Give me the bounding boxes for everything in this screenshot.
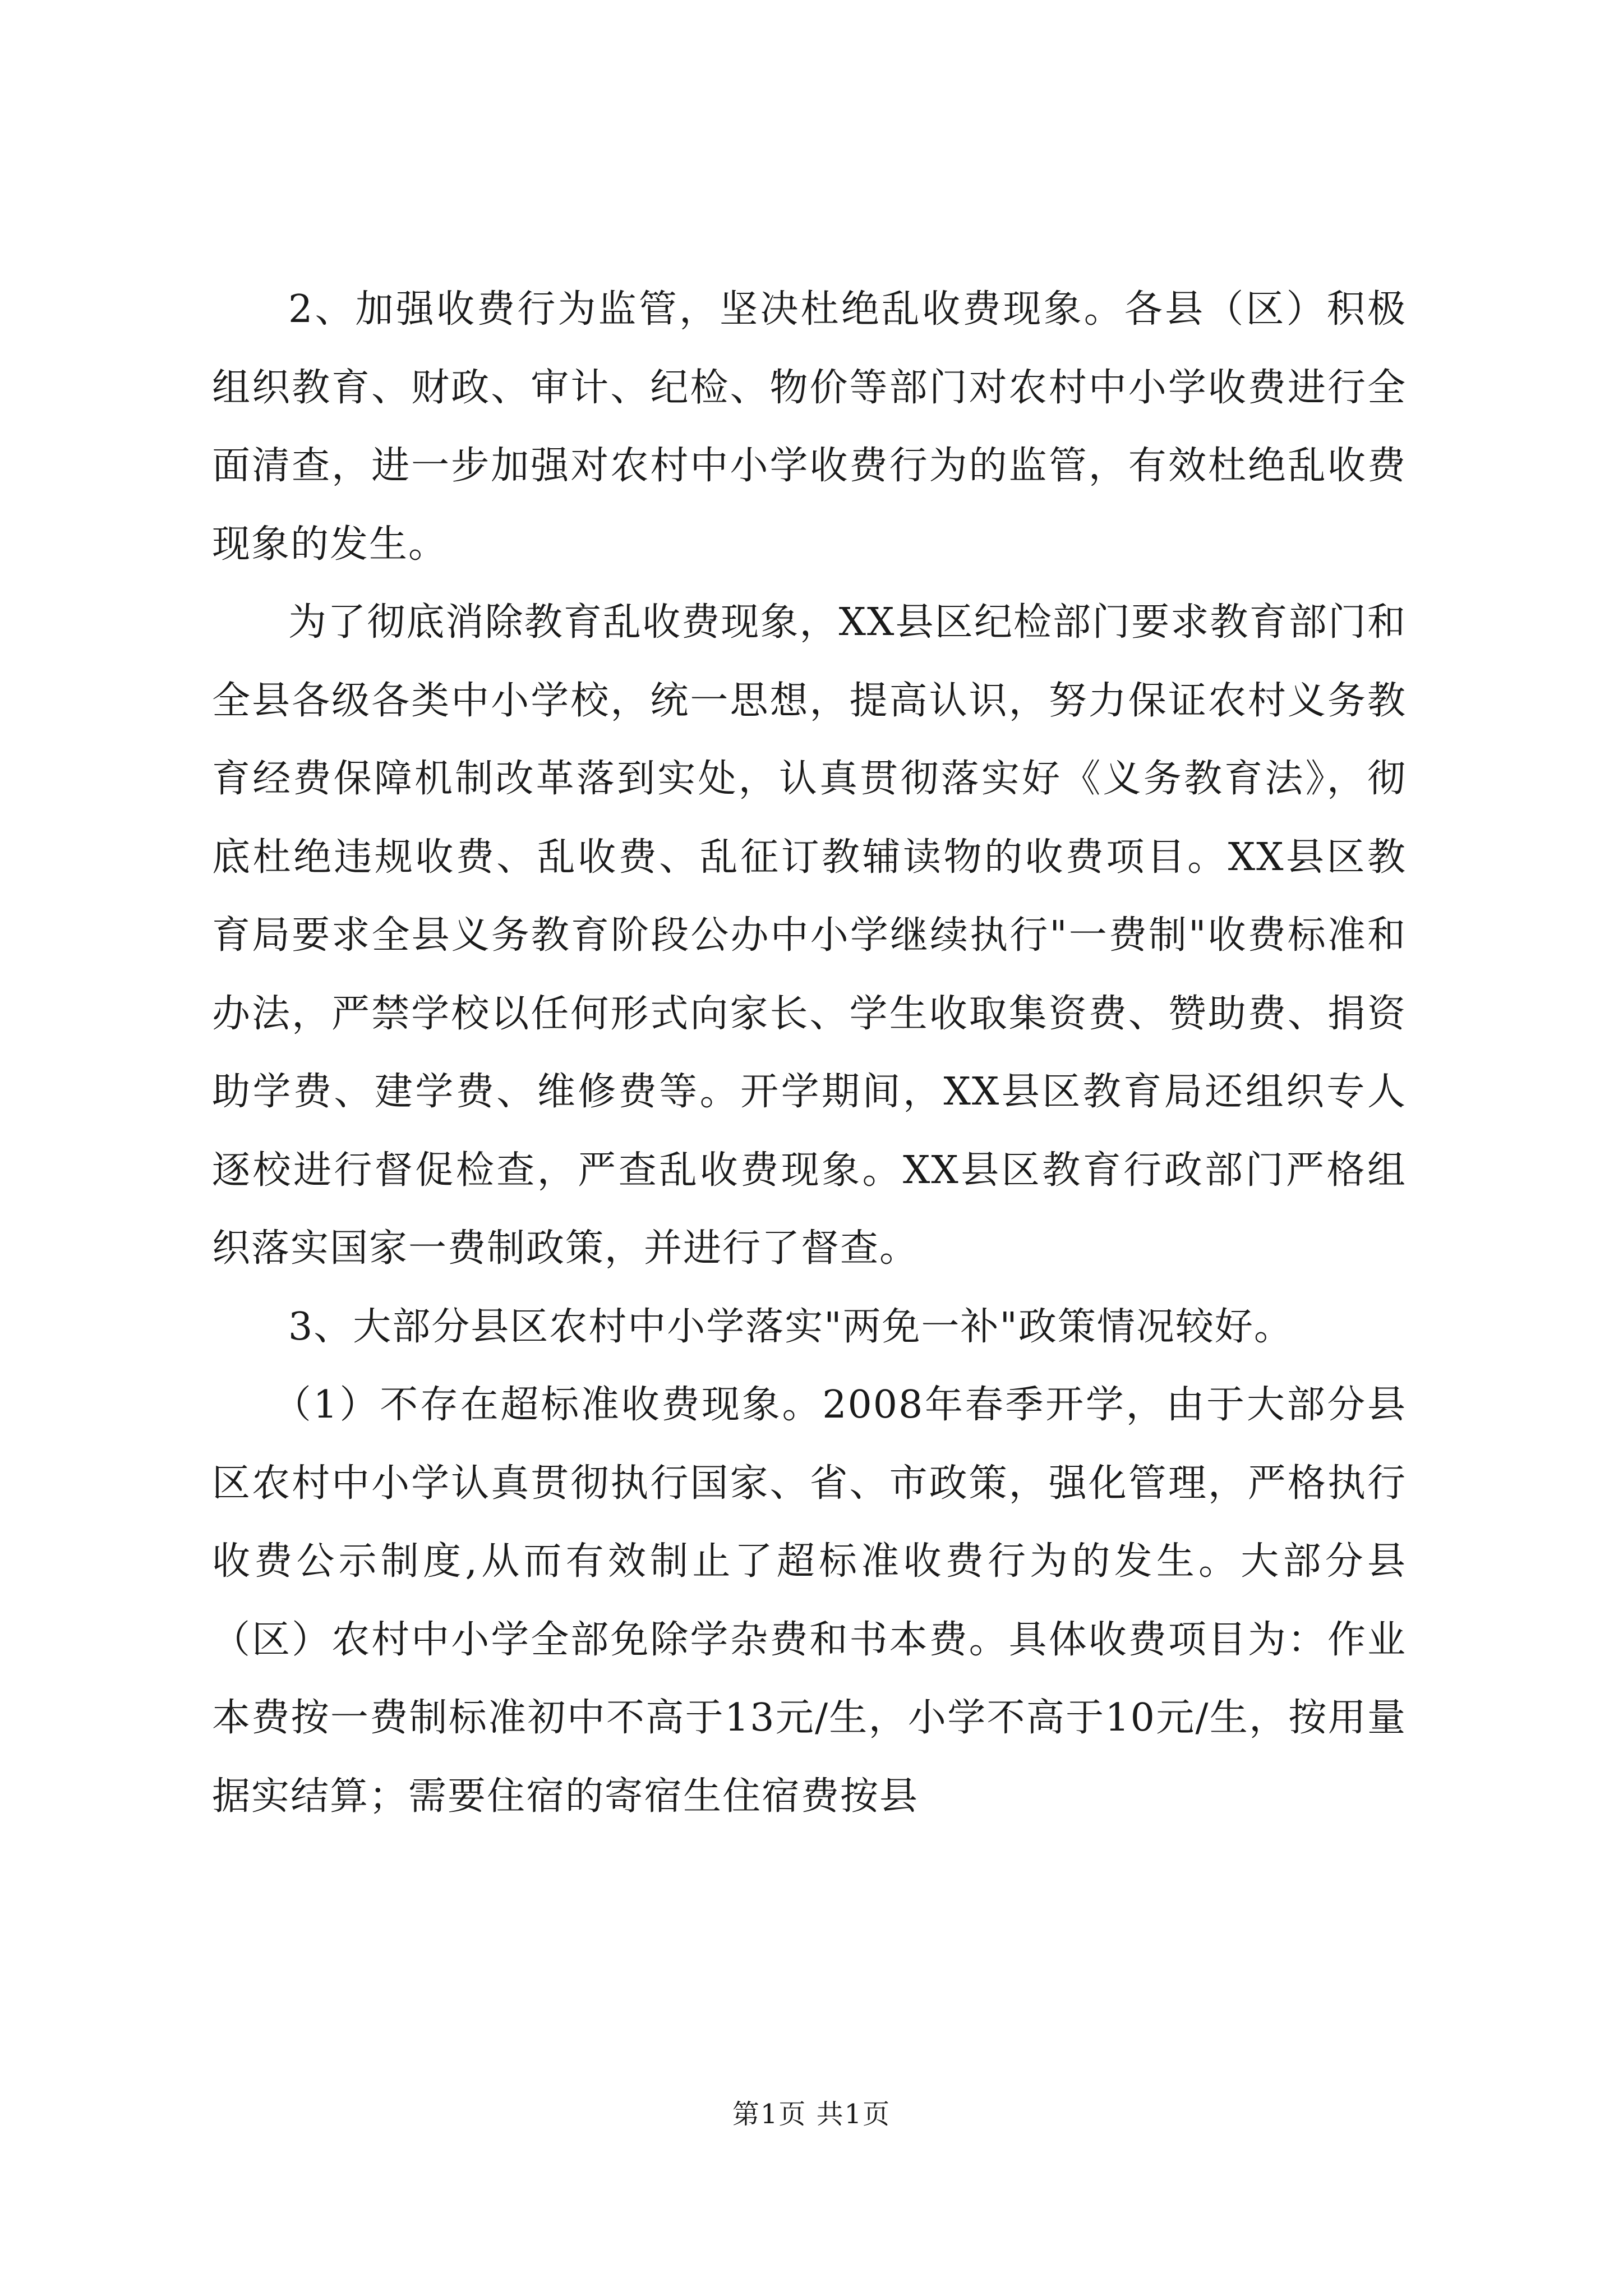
- paragraph-fee-supervision: 2、加强收费行为监管，坚决杜绝乱收费现象。各县（区）积极组织教育、财政、审计、纪检、物价等部门对农村中小学收费进行全面清查，进一步加强对农村中小学收费行为的监管，有效杜绝乱收费现象的发生。: [212, 287, 1407, 567]
- paragraph-eliminate-arbitrary-fees: 为了彻底消除教育乱收费现象，XX县区纪检部门要求教育部门和全县各级各类中小学校，统一思想，提高认识，努力保证农村义务教育经费保障机制改革落到实处，认真贯彻落实好《义务教育法》，彻底杜绝违规收费、乱收费、乱征订教辅读物的收费项目。XX县区教育局要求全县义务教育阶段公办中小学继续执行"一费制"收费标准和办法，严禁学校以任何形式向家长、学生收取集资费、赞助费、捐资助学费、建学费、维修费等。开学期间，XX县区教育局还组织专人逐校进行督促检查，严查乱收费现象。XX县区教育行政部门严格组织落实国家一费制政策，并进行了督查。: [212, 600, 1407, 1271]
- page-footer: 第1页 共1页: [732, 2099, 891, 2130]
- paragraph-no-excess-fees: （1）不存在超标准收费现象。2008年春季开学，由于大部分县区农村中小学认真贯彻执行国家、省、市政策，强化管理，严格执行收费公示制度,从而有效制止了超标准收费行为的发生。大部分县（区）农村中小学全部免除学杂费和书本费。具体收费项目为：作业本费按一费制标准初中不高于13元/生，小学不高于10元/生，按用量据实结算；需要住宿的寄宿生住宿费按县: [212, 1383, 1407, 1819]
- paragraph-two-exemptions-policy: 3、大部分县区农村中小学落实"两免一补"政策情况较好。: [288, 1304, 1293, 1349]
- document-body: [212, 270, 1407, 1835]
